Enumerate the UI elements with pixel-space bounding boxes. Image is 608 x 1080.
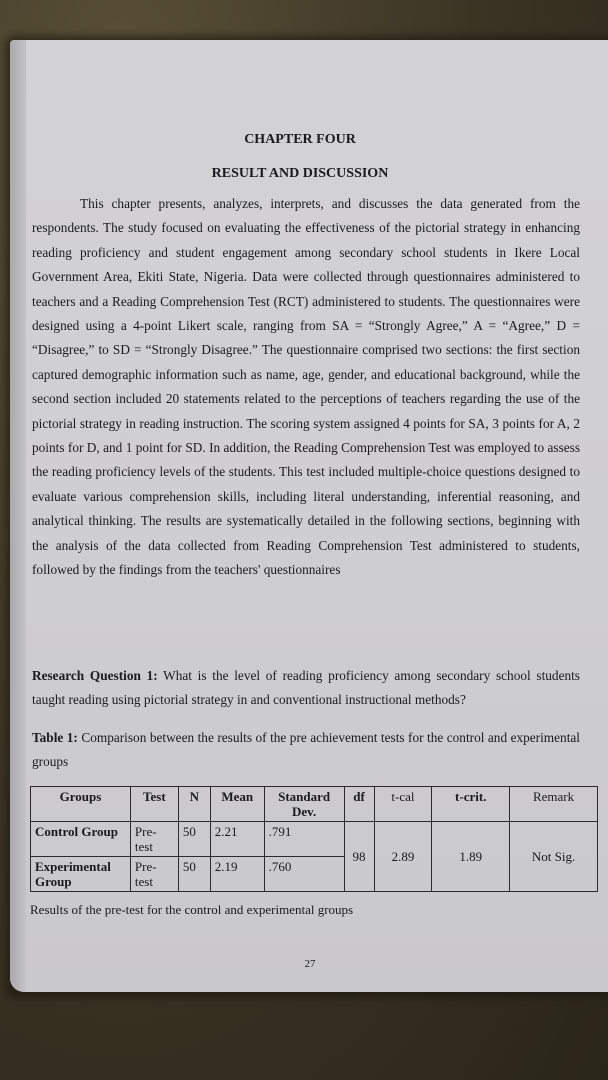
table-caption — [32, 726, 580, 774]
cell-group: Control Group — [31, 822, 131, 857]
table-header-row — [31, 787, 598, 822]
cell-std: .760 — [264, 857, 344, 892]
header-groups: Groups — [31, 787, 131, 822]
table-caption-label: Table 1: — [32, 730, 78, 745]
header-std: Standard Dev. — [264, 787, 344, 822]
section-title: RESULT AND DISCUSSION — [211, 166, 389, 181]
cell-std: .791 — [264, 822, 344, 857]
cell-test: Pre-test — [130, 822, 178, 857]
header-test: Test — [130, 787, 178, 822]
table-row — [31, 822, 598, 857]
research-question-text: What is the level of reading proficiency among secondary school students taught reading using pictorial strategy in and conventional instructional methods? — [32, 668, 580, 707]
cell-tcrit: 1.89 — [432, 822, 510, 892]
intro-body — [32, 192, 580, 583]
research-question — [32, 664, 580, 712]
header-tcrit: t-crit. — [432, 787, 510, 822]
cell-mean: 2.21 — [210, 822, 264, 857]
cell-tcal: 2.89 — [374, 822, 432, 892]
research-question-label: Research Question 1: — [32, 668, 158, 683]
cell-mean: 2.19 — [210, 857, 264, 892]
page-number: 27 — [304, 958, 316, 970]
results-table — [30, 786, 598, 892]
header-df: df — [344, 787, 374, 822]
cell-test: Pre-test — [130, 857, 178, 892]
table-note: Results of the pre-test for the control and experimental groups — [30, 902, 354, 917]
chapter-title: CHAPTER FOUR — [244, 132, 356, 147]
book-page — [10, 40, 608, 992]
cell-n: 50 — [178, 822, 210, 857]
cell-df: 98 — [344, 822, 374, 892]
header-tcal: t-cal — [374, 787, 432, 822]
cell-group: Experimental Group — [31, 857, 131, 892]
header-remark: Remark — [510, 787, 598, 822]
header-n: N — [178, 787, 210, 822]
header-mean: Mean — [210, 787, 264, 822]
intro-paragraph: This chapter presents, analyzes, interprets, and discusses the data generated from the respondents. The study focused on evaluating the effectiveness of the pictorial strategy in enhancing reading proficiency and student engagement among secondary school students in Ikere Local Government Area, Ekiti State, Nigeria. Data were collected through questionnaires administered to teachers and a Reading Comprehension Test (RCT) administered to students. The questionnaires were designed using a 4-point Likert scale, ranging from SA = “Strongly Agree,” A = “Agree,” D = “Disagree,” to SD = “Strongly Disagree.” The questionnaire comprised two sections: the first section captured demographic information such as name, age, gender, and educational background, while the second section included 20 statements related to the perceptions of teachers regarding the use of the pictorial strategy in reading instruction. The scoring system assigned 4 points for SA, 3 points for A, 2 points for D, and 1 point for SD. In addition, the Reading Comprehension Test was employed to assess the reading proficiency levels of the students. This test included multiple-choice questions designed to evaluate various comprehension skills, including literal understanding, inferential reasoning, and analytical thinking. The results are systematically detailed in the following sections, beginning with the analysis of the data collected from Reading Comprehension Test administered to students, followed by the findings from the teachers' questionnaires — [32, 196, 580, 578]
page-spine — [10, 40, 26, 992]
cell-remark: Not Sig. — [510, 822, 598, 892]
cell-n: 50 — [178, 857, 210, 892]
table-caption-text: Comparison between the results of the pre achievement tests for the control and experimental groups — [32, 730, 580, 769]
